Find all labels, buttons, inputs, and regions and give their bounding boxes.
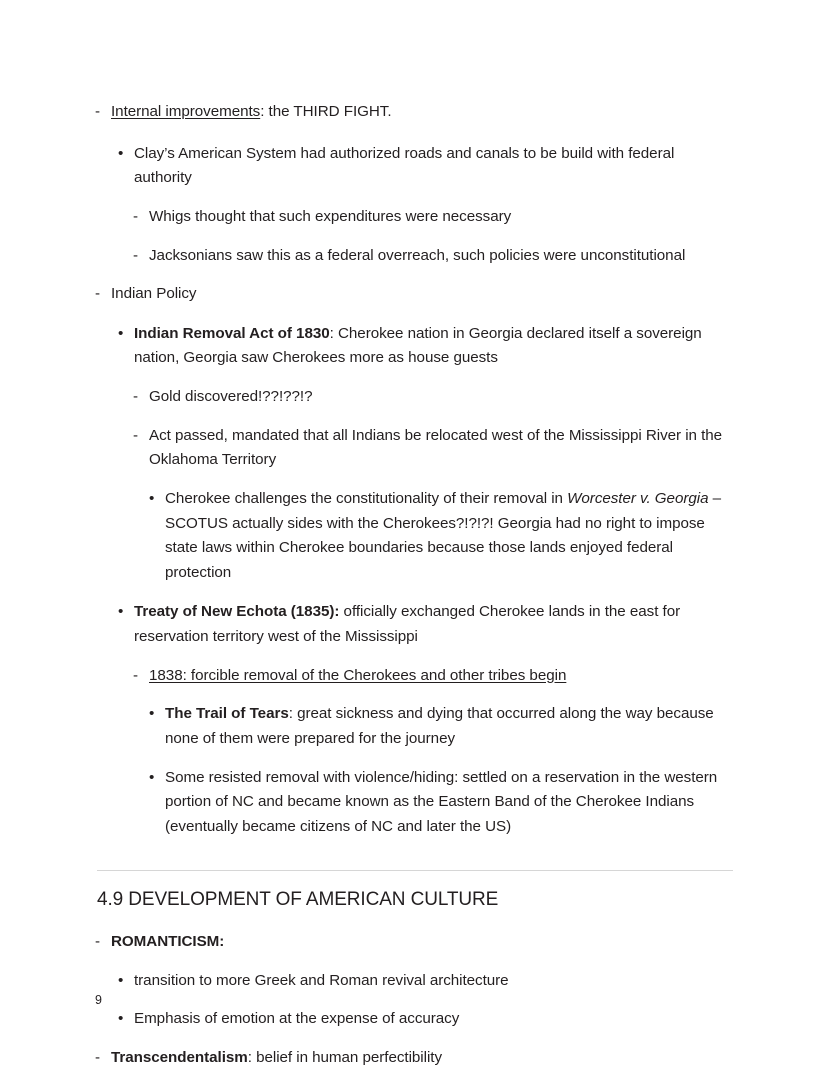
bullet-marker-icon: • [118, 1010, 124, 1028]
section-heading: 4.9 DEVELOPMENT OF AMERICAN CULTURE [97, 889, 499, 911]
outline-item-worcester-v-georgia [149, 487, 735, 586]
outline-item-text [111, 100, 735, 125]
bullet-marker-icon: • [118, 144, 124, 162]
outline-item-clay-american-system [118, 142, 735, 191]
case-outcome: – SCOTUS actually sides with the Cherokees?!?!?! Georgia had no right to impose state laws within Cherokee boundaries because those lands enjoyed federal protection [165, 489, 722, 581]
outline-item-text: Jacksonians saw this as a federal overreach, such policies were unconstitutional [149, 246, 686, 264]
outline-item-text [134, 322, 735, 371]
outline-item-text [111, 930, 735, 955]
bullet-marker-icon: • [118, 324, 124, 342]
bold-term: Treaty of New Echota (1835): [134, 603, 340, 621]
outline-item-internal-improvements [95, 100, 735, 125]
outline-item-text: Clay’s American System had authorized roads and canals to be build with federal authority [134, 144, 675, 187]
outline-item-text [134, 600, 735, 649]
outline-item-transcendentalism [95, 1046, 735, 1071]
case-intro: Cherokee challenges the constitutionality of their removal in [165, 489, 568, 507]
bold-term: Transcendentalism [111, 1048, 248, 1066]
outline-item-indian-removal-act [118, 322, 735, 371]
dash-marker-icon: - [133, 388, 139, 405]
outline-item-text: Indian Policy [111, 285, 197, 303]
outline-item-jacksonians-overreach [133, 244, 735, 269]
outline-item-romanticism [95, 930, 735, 955]
outline-item-forcible-removal-1838 [133, 664, 735, 689]
outline-item-emphasis-emotion [118, 1007, 735, 1032]
outline-item-eastern-band [149, 766, 735, 840]
outline-item-text: 1838: forcible removal of the Cherokees and other tribes begin [149, 666, 567, 684]
outline-item-text [165, 487, 735, 586]
outline-item-text: Whigs thought that such expenditures were necessary [149, 207, 512, 225]
dash-marker-icon: - [95, 103, 101, 120]
dash-marker-icon: - [95, 285, 101, 303]
outline-item-greek-roman-revival [118, 969, 735, 994]
bullet-marker-icon: • [149, 489, 155, 507]
outline-item-rest: : great sickness and dying that occurred along the way because none of them were prepared for the journey [165, 705, 714, 747]
dash-marker-icon: - [133, 426, 139, 444]
bold-term: The Trail of Tears [165, 705, 289, 723]
section-divider [97, 870, 733, 871]
dash-marker-icon: - [133, 666, 139, 684]
bold-term: Indian Removal Act of 1830 [134, 324, 330, 342]
outline-item-gold-discovered [133, 385, 735, 410]
outline-item-rest: : belief in human perfectibility [247, 1048, 442, 1066]
bullet-marker-icon: • [149, 768, 155, 786]
outline-item-rest: officially exchanged Cherokee lands in the east for reservation territory west of the Mississippi [134, 603, 681, 645]
bullet-marker-icon: • [118, 971, 124, 989]
bullet-marker-icon: • [149, 705, 155, 723]
outline-item-text: Act passed, mandated that all Indians be relocated west of the Mississippi River in the Oklahoma Territory [149, 426, 723, 469]
outline-item-indian-policy [95, 282, 735, 307]
outline-item-act-passed [133, 424, 735, 473]
outline-item-text: Emphasis of emotion at the expense of accuracy [134, 1010, 460, 1028]
outline-item-text [111, 1046, 735, 1071]
outline-item-trail-of-tears [149, 702, 735, 751]
outline-item-text: transition to more Greek and Roman revival architecture [134, 971, 509, 989]
dash-marker-icon: - [133, 246, 139, 264]
outline-item-rest: : the THIRD FIGHT. [260, 103, 392, 120]
bold-term: ROMANTICISM: [111, 933, 225, 951]
notes-content [95, 100, 735, 1071]
outline-item-text [165, 702, 735, 751]
dash-marker-icon: - [95, 1048, 101, 1066]
page-number: 9 [95, 993, 102, 1007]
dash-marker-icon: - [95, 933, 101, 951]
outline-item-whigs-expenditures [133, 205, 735, 230]
underlined-term: Internal improvements [111, 103, 261, 120]
outline-item-treaty-new-echota [118, 600, 735, 649]
outline-item-text: Gold discovered!??!??!? [149, 388, 313, 405]
case-name-italic: Worcester v. Georgia [567, 489, 709, 507]
dash-marker-icon: - [133, 207, 139, 225]
outline-item-rest: : Cherokee nation in Georgia declared itself a sovereign nation, Georgia saw Cherokees more as house guests [134, 324, 702, 367]
outline-item-text: Some resisted removal with violence/hiding: settled on a reservation in the western portion of NC and became known as the Eastern Band of the Cherokee Indians (eventually became citizens of NC and later the US) [165, 768, 718, 835]
bullet-marker-icon: • [118, 603, 124, 621]
